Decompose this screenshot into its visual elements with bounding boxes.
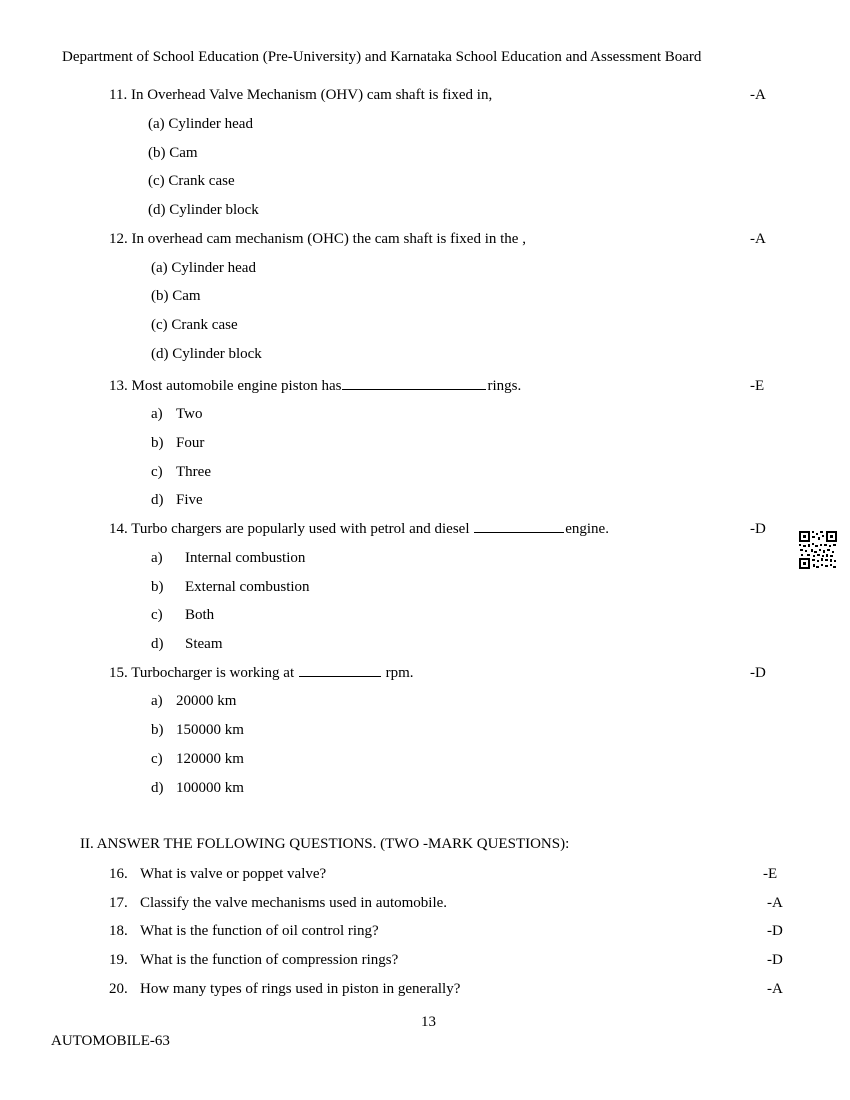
- question-11-option-a: (a) Cylinder head: [148, 116, 253, 132]
- question-19-number: 19.: [109, 952, 128, 968]
- question-15-option-c-label: c): [151, 751, 163, 767]
- question-16-number: 16.: [109, 866, 128, 882]
- question-15-option-b-text: 150000 km: [176, 722, 244, 738]
- question-14-stem-before: 14. Turbo chargers are popularly used with petrol and diesel: [109, 521, 470, 537]
- question-11-code: -A: [750, 87, 766, 103]
- question-11-stem: 11. In Overhead Valve Mechanism (OHV) cam shaft is fixed in,: [109, 87, 493, 103]
- section-heading: II. ANSWER THE FOLLOWING QUESTIONS. (TWO -MARK QUESTIONS):: [80, 836, 570, 852]
- question-14-option-b-text: External combustion: [185, 579, 310, 595]
- question-13-option-a-label: a): [151, 406, 163, 422]
- footer-label: AUTOMOBILE-63: [51, 1033, 170, 1049]
- page-number: 13: [421, 1014, 436, 1030]
- question-15-option-a-label: a): [151, 693, 163, 709]
- question-18-text: What is the function of oil control ring?: [140, 923, 379, 939]
- question-14-option-a-text: Internal combustion: [185, 550, 306, 566]
- question-11-option-b: (b) Cam: [148, 145, 198, 161]
- question-15-option-b-label: b): [151, 722, 164, 738]
- question-14-stem-after: engine.: [565, 521, 609, 537]
- question-14-option-c-label: c): [151, 607, 163, 623]
- answer-blank: [342, 388, 486, 390]
- question-14-option-c-text: Both: [185, 607, 215, 623]
- question-13-option-c-text: Three: [176, 464, 211, 480]
- page-header: Department of School Education (Pre-University) and Karnataka School Education and Assessment Board: [62, 49, 702, 65]
- question-13-option-d-text: Five: [176, 492, 203, 508]
- question-17-text: Classify the valve mechanisms used in automobile.: [140, 895, 448, 911]
- question-11-option-c: (c) Crank case: [148, 173, 235, 189]
- question-12-stem: 12. In overhead cam mechanism (OHC) the cam shaft is fixed in the ,: [109, 231, 526, 247]
- question-13-option-c-label: c): [151, 464, 163, 480]
- question-13-option-a-text: Two: [176, 406, 203, 422]
- question-12-code: -A: [750, 231, 766, 247]
- question-15-option-a-text: 20000 km: [176, 693, 237, 709]
- question-12-option-d: (d) Cylinder block: [151, 346, 262, 362]
- question-20-text: How many types of rings used in piston in generally?: [140, 981, 461, 997]
- question-12-option-a: (a) Cylinder head: [151, 260, 256, 276]
- question-17-number: 17.: [109, 895, 128, 911]
- question-13-stem-after: rings.: [487, 378, 522, 394]
- question-15-code: -D: [750, 665, 766, 681]
- question-14-option-b-label: b): [151, 579, 164, 595]
- question-12-option-c: (c) Crank case: [151, 317, 238, 333]
- question-18-number: 18.: [109, 923, 128, 939]
- answer-blank: [299, 675, 381, 677]
- question-15-option-c-text: 120000 km: [176, 751, 244, 767]
- question-14-option-d-label: d): [151, 636, 164, 652]
- question-14-option-d-text: Steam: [185, 636, 223, 652]
- question-19-code: -D: [767, 952, 783, 968]
- question-15-stem-before: 15. Turbocharger is working at: [109, 665, 295, 681]
- question-13-stem: [109, 377, 521, 395]
- question-16-text: What is valve or poppet valve?: [140, 866, 327, 882]
- question-13-code: -E: [750, 378, 765, 394]
- question-14-option-a-label: a): [151, 550, 163, 566]
- question-13-stem-before: 13. Most automobile engine piston has: [109, 378, 342, 394]
- question-15-stem: [109, 664, 414, 682]
- question-14-code: -D: [750, 521, 766, 537]
- question-13-option-b-label: b): [151, 435, 164, 451]
- question-20-code: -A: [767, 981, 783, 997]
- question-15-option-d-label: d): [151, 780, 164, 796]
- qr-code-icon: [799, 531, 837, 569]
- question-12-option-b: (b) Cam: [151, 288, 201, 304]
- question-11-option-d: (d) Cylinder block: [148, 202, 259, 218]
- question-15-stem-after: rpm.: [385, 665, 414, 681]
- question-20-number: 20.: [109, 981, 128, 997]
- question-14-stem: [109, 520, 609, 538]
- question-15-option-d-text: 100000 km: [176, 780, 244, 796]
- answer-blank: [474, 531, 564, 533]
- question-13-option-d-label: d): [151, 492, 164, 508]
- question-18-code: -D: [767, 923, 783, 939]
- question-19-text: What is the function of compression rings?: [140, 952, 399, 968]
- question-16-code: -E: [763, 866, 778, 882]
- question-17-code: -A: [767, 895, 783, 911]
- question-13-option-b-text: Four: [176, 435, 205, 451]
